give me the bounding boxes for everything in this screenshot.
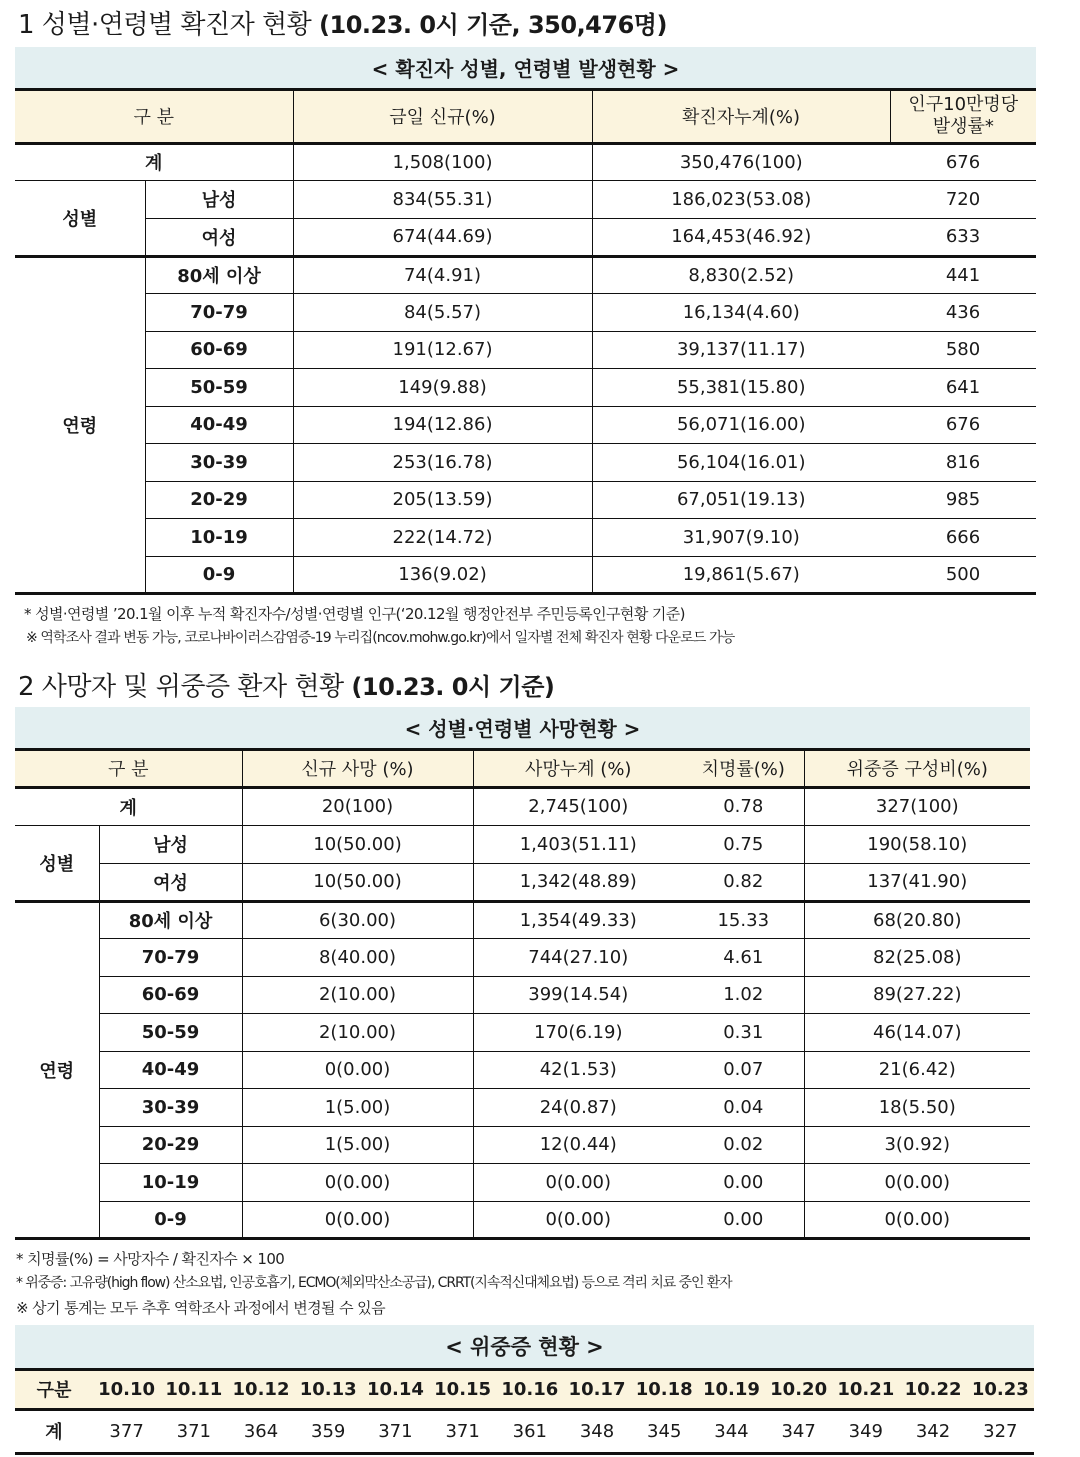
row-label: 여성 <box>145 218 293 256</box>
severe-count: 348 <box>563 1409 630 1453</box>
date-header: 10.22 <box>899 1369 966 1409</box>
date-header: 10.23 <box>967 1369 1034 1409</box>
date-header: 10.13 <box>295 1369 362 1409</box>
header-new: 금일 신규(%) <box>293 89 592 143</box>
cell-new-death: 0(0.00) <box>242 1051 473 1089</box>
table-row <box>15 863 1030 901</box>
cell-cumulative: 19,861(5.67) <box>592 556 890 594</box>
header-new-death: 신규 사망 (%) <box>242 749 473 787</box>
table-row <box>15 294 1036 332</box>
row-label: 60-69 <box>145 331 293 369</box>
cell-new-death: 10(50.00) <box>242 825 473 863</box>
date-header: 10.14 <box>362 1369 429 1409</box>
row-label: 0-9 <box>99 1201 242 1239</box>
severe-count: 349 <box>832 1409 899 1453</box>
cell-severe: 137(41.90) <box>804 863 1030 901</box>
cell-cum-death: 12(0.44) <box>473 1126 683 1164</box>
cell-fatality: 4.61 <box>683 939 804 977</box>
cell-cumulative: 164,453(46.92) <box>592 218 890 256</box>
cell-new-death: 0(0.00) <box>242 1201 473 1239</box>
cell-cum-death: 1,354(49.33) <box>473 901 683 939</box>
cell-rate: 441 <box>890 256 1036 294</box>
cell-fatality: 1.02 <box>683 976 804 1014</box>
cell-new: 253(16.78) <box>293 444 592 482</box>
date-header-row <box>15 1369 1034 1409</box>
total-fatality: 0.78 <box>683 787 804 825</box>
cell-new: 674(44.69) <box>293 218 592 256</box>
table-row <box>15 1014 1030 1052</box>
date-header: 10.10 <box>93 1369 160 1409</box>
cell-cumulative: 55,381(15.80) <box>592 369 890 407</box>
cell-cumulative: 56,104(16.01) <box>592 444 890 482</box>
severe-count: 377 <box>93 1409 160 1453</box>
cell-fatality: 0.00 <box>683 1164 804 1202</box>
section2-title-text: 2 사망자 및 위중증 환자 현황 <box>18 672 344 702</box>
sex-group-label: 성별 <box>15 825 99 901</box>
section1-title-text: 1 성별·연령별 확진자 현황 <box>18 10 312 40</box>
severe-count: 347 <box>765 1409 832 1453</box>
table-row <box>15 787 1030 825</box>
total-new: 1,508(100) <box>293 143 592 180</box>
total-severe: 327(100) <box>804 787 1030 825</box>
section2-title <box>18 666 554 703</box>
cell-new-death: 1(5.00) <box>242 1126 473 1164</box>
section1-title-date: (10.23. 0시 기준, 350,476명) <box>319 11 667 39</box>
death-table-caption: < 성별·연령별 사망현황 > <box>15 707 1030 749</box>
cell-new-death: 8(40.00) <box>242 939 473 977</box>
age-group-label: 연령 <box>15 901 99 1239</box>
cell-cum-death: 744(27.10) <box>473 939 683 977</box>
cell-new-death: 0(0.00) <box>242 1164 473 1202</box>
cell-cum-death: 24(0.87) <box>473 1089 683 1127</box>
row-label: 남성 <box>145 180 293 218</box>
cell-new: 74(4.91) <box>293 256 592 294</box>
date-header: 10.12 <box>227 1369 294 1409</box>
table-row <box>15 1164 1030 1202</box>
cell-new-death: 1(5.00) <box>242 1089 473 1127</box>
cell-cum-death: 1,342(48.89) <box>473 863 683 901</box>
cell-new: 136(9.02) <box>293 556 592 594</box>
row-label: 10-19 <box>99 1164 242 1202</box>
date-header: 10.17 <box>563 1369 630 1409</box>
row-label: 20-29 <box>99 1126 242 1164</box>
cell-rate: 436 <box>890 294 1036 332</box>
death-table <box>15 707 1030 1240</box>
total-cumulative: 350,476(100) <box>592 143 890 180</box>
cell-cumulative: 8,830(2.52) <box>592 256 890 294</box>
cell-new: 222(14.72) <box>293 519 592 557</box>
section1-note-2: ※ 역학조사 결과 변동 가능, 코로나바이러스감염증-19 누리집(ncov.mohw.go.kr)에서 일자별 전체 확진자 현황 다운로드 가능 <box>26 630 735 646</box>
table-row <box>15 481 1036 519</box>
header-rate-line2: 발생률* <box>932 116 994 137</box>
cell-severe: 89(27.22) <box>804 976 1030 1014</box>
severe-count: 371 <box>160 1409 227 1453</box>
header-cumulative: 확진자누계(%) <box>592 89 890 143</box>
section1-title <box>18 4 667 41</box>
header-category: 구 분 <box>15 89 293 143</box>
table-row <box>15 1201 1030 1239</box>
cell-rate: 720 <box>890 180 1036 218</box>
section2-note-1: * 치명률(%) = 사망자수 / 확진자수 × 100 <box>16 1250 285 1268</box>
table-row <box>15 406 1036 444</box>
table-row <box>15 939 1030 977</box>
date-header: 10.11 <box>160 1369 227 1409</box>
header-category: 구분 <box>15 1369 93 1409</box>
table-row <box>15 1089 1030 1127</box>
section2-note-2: * 위중증: 고유량(high flow) 산소요법, 인공호흡기, ECMO(체외막산소공급), CRRT(지속적신대체요법) 등으로 격리 치료 중인 환자 <box>16 1275 732 1291</box>
confirmed-table <box>15 47 1036 595</box>
row-label: 10-19 <box>145 519 293 557</box>
header-cum-death: 사망누계 (%) <box>473 749 683 787</box>
table-row <box>15 976 1030 1014</box>
cell-cumulative: 31,907(9.10) <box>592 519 890 557</box>
total-label: 계 <box>15 787 242 825</box>
cell-severe: 18(5.50) <box>804 1089 1030 1127</box>
row-label: 30-39 <box>145 444 293 482</box>
cell-severe: 0(0.00) <box>804 1201 1030 1239</box>
table-row <box>15 331 1036 369</box>
cell-new-death: 2(10.00) <box>242 976 473 1014</box>
severe-trend-table <box>15 1325 1034 1455</box>
cell-fatality: 0.02 <box>683 1126 804 1164</box>
severe-count: 364 <box>227 1409 294 1453</box>
cell-rate: 641 <box>890 369 1036 407</box>
cell-severe: 82(25.08) <box>804 939 1030 977</box>
row-label: 70-79 <box>99 939 242 977</box>
cell-rate: 633 <box>890 218 1036 256</box>
cell-cum-death: 0(0.00) <box>473 1164 683 1202</box>
table-row <box>15 1126 1030 1164</box>
section1-note-1: * 성별·연령별 ’20.1월 이후 누적 확진자수/성별·연령별 인구(‘20.12월 행정안전부 주민등록인구현황 기준) <box>24 605 685 623</box>
row-label: 60-69 <box>99 976 242 1014</box>
cell-new-death: 2(10.00) <box>242 1014 473 1052</box>
row-label: 0-9 <box>145 556 293 594</box>
cell-fatality: 0.31 <box>683 1014 804 1052</box>
table-row <box>15 519 1036 557</box>
section2-note-3: ※ 상기 통계는 모두 추후 역학조사 과정에서 변경될 수 있음 <box>16 1299 385 1317</box>
cell-severe: 0(0.00) <box>804 1164 1030 1202</box>
row-label: 70-79 <box>145 294 293 332</box>
cell-severe: 190(58.10) <box>804 825 1030 863</box>
cell-severe: 3(0.92) <box>804 1126 1030 1164</box>
row-label: 40-49 <box>99 1051 242 1089</box>
cell-new: 191(12.67) <box>293 331 592 369</box>
date-header: 10.15 <box>429 1369 496 1409</box>
header-rate-line1: 인구10만명당 <box>908 94 1019 115</box>
table-row <box>15 180 1036 218</box>
table-row <box>15 218 1036 256</box>
cell-rate: 500 <box>890 556 1036 594</box>
header-fatality: 치명률(%) <box>683 749 804 787</box>
cell-cum-death: 42(1.53) <box>473 1051 683 1089</box>
table-row <box>15 143 1036 180</box>
row-label: 남성 <box>99 825 242 863</box>
cell-fatality: 0.75 <box>683 825 804 863</box>
date-header: 10.16 <box>496 1369 563 1409</box>
row-label: 20-29 <box>145 481 293 519</box>
table-row <box>15 1409 1034 1453</box>
severe-count: 345 <box>631 1409 698 1453</box>
date-header: 10.19 <box>698 1369 765 1409</box>
severe-count: 327 <box>967 1409 1034 1453</box>
severe-count: 342 <box>899 1409 966 1453</box>
cell-cum-death: 170(6.19) <box>473 1014 683 1052</box>
cell-cum-death: 399(14.54) <box>473 976 683 1014</box>
cell-severe: 68(20.80) <box>804 901 1030 939</box>
cell-rate: 985 <box>890 481 1036 519</box>
total-new-death: 20(100) <box>242 787 473 825</box>
row-label: 50-59 <box>99 1014 242 1052</box>
cell-rate: 666 <box>890 519 1036 557</box>
cell-severe: 46(14.07) <box>804 1014 1030 1052</box>
row-label: 50-59 <box>145 369 293 407</box>
header-severe: 위중증 구성비(%) <box>804 749 1030 787</box>
cell-fatality: 0.04 <box>683 1089 804 1127</box>
table-row <box>15 556 1036 594</box>
severe-count: 359 <box>295 1409 362 1453</box>
header-rate <box>890 89 1036 143</box>
cell-new: 194(12.86) <box>293 406 592 444</box>
cell-fatality: 0.07 <box>683 1051 804 1089</box>
severe-count: 371 <box>362 1409 429 1453</box>
section2-title-date: (10.23. 0시 기준) <box>351 673 555 701</box>
row-label: 여성 <box>99 863 242 901</box>
total-cum-death: 2,745(100) <box>473 787 683 825</box>
cell-fatality: 0.00 <box>683 1201 804 1239</box>
severe-count: 344 <box>698 1409 765 1453</box>
cell-cumulative: 67,051(19.13) <box>592 481 890 519</box>
total-label: 계 <box>15 143 293 180</box>
row-label: 30-39 <box>99 1089 242 1127</box>
total-rate: 676 <box>890 143 1036 180</box>
cell-cumulative: 56,071(16.00) <box>592 406 890 444</box>
severe-count: 371 <box>429 1409 496 1453</box>
cell-fatality: 15.33 <box>683 901 804 939</box>
cell-severe: 21(6.42) <box>804 1051 1030 1089</box>
cell-cum-death: 1,403(51.11) <box>473 825 683 863</box>
cell-cum-death: 0(0.00) <box>473 1201 683 1239</box>
cell-new: 84(5.57) <box>293 294 592 332</box>
row-label: 80세 이상 <box>99 901 242 939</box>
cell-new: 205(13.59) <box>293 481 592 519</box>
table-row <box>15 1051 1030 1089</box>
age-group-label: 연령 <box>15 256 145 594</box>
total-label: 계 <box>15 1409 93 1453</box>
row-label: 40-49 <box>145 406 293 444</box>
row-label: 80세 이상 <box>145 256 293 294</box>
severe-trend-caption: < 위중증 현황 > <box>15 1325 1034 1369</box>
sex-group-label: 성별 <box>15 180 145 256</box>
confirmed-table-caption: < 확진자 성별, 연령별 발생현황 > <box>15 47 1036 89</box>
table-row <box>15 444 1036 482</box>
cell-new-death: 6(30.00) <box>242 901 473 939</box>
table-row <box>15 369 1036 407</box>
cell-rate: 816 <box>890 444 1036 482</box>
cell-new-death: 10(50.00) <box>242 863 473 901</box>
cell-new: 834(55.31) <box>293 180 592 218</box>
date-header: 10.20 <box>765 1369 832 1409</box>
cell-rate: 676 <box>890 406 1036 444</box>
table-row <box>15 256 1036 294</box>
table-row <box>15 901 1030 939</box>
cell-cumulative: 39,137(11.17) <box>592 331 890 369</box>
cell-cumulative: 16,134(4.60) <box>592 294 890 332</box>
date-header: 10.18 <box>631 1369 698 1409</box>
severe-count: 361 <box>496 1409 563 1453</box>
table-row <box>15 825 1030 863</box>
date-header: 10.21 <box>832 1369 899 1409</box>
cell-fatality: 0.82 <box>683 863 804 901</box>
cell-cumulative: 186,023(53.08) <box>592 180 890 218</box>
cell-rate: 580 <box>890 331 1036 369</box>
header-category: 구 분 <box>15 749 242 787</box>
cell-new: 149(9.88) <box>293 369 592 407</box>
